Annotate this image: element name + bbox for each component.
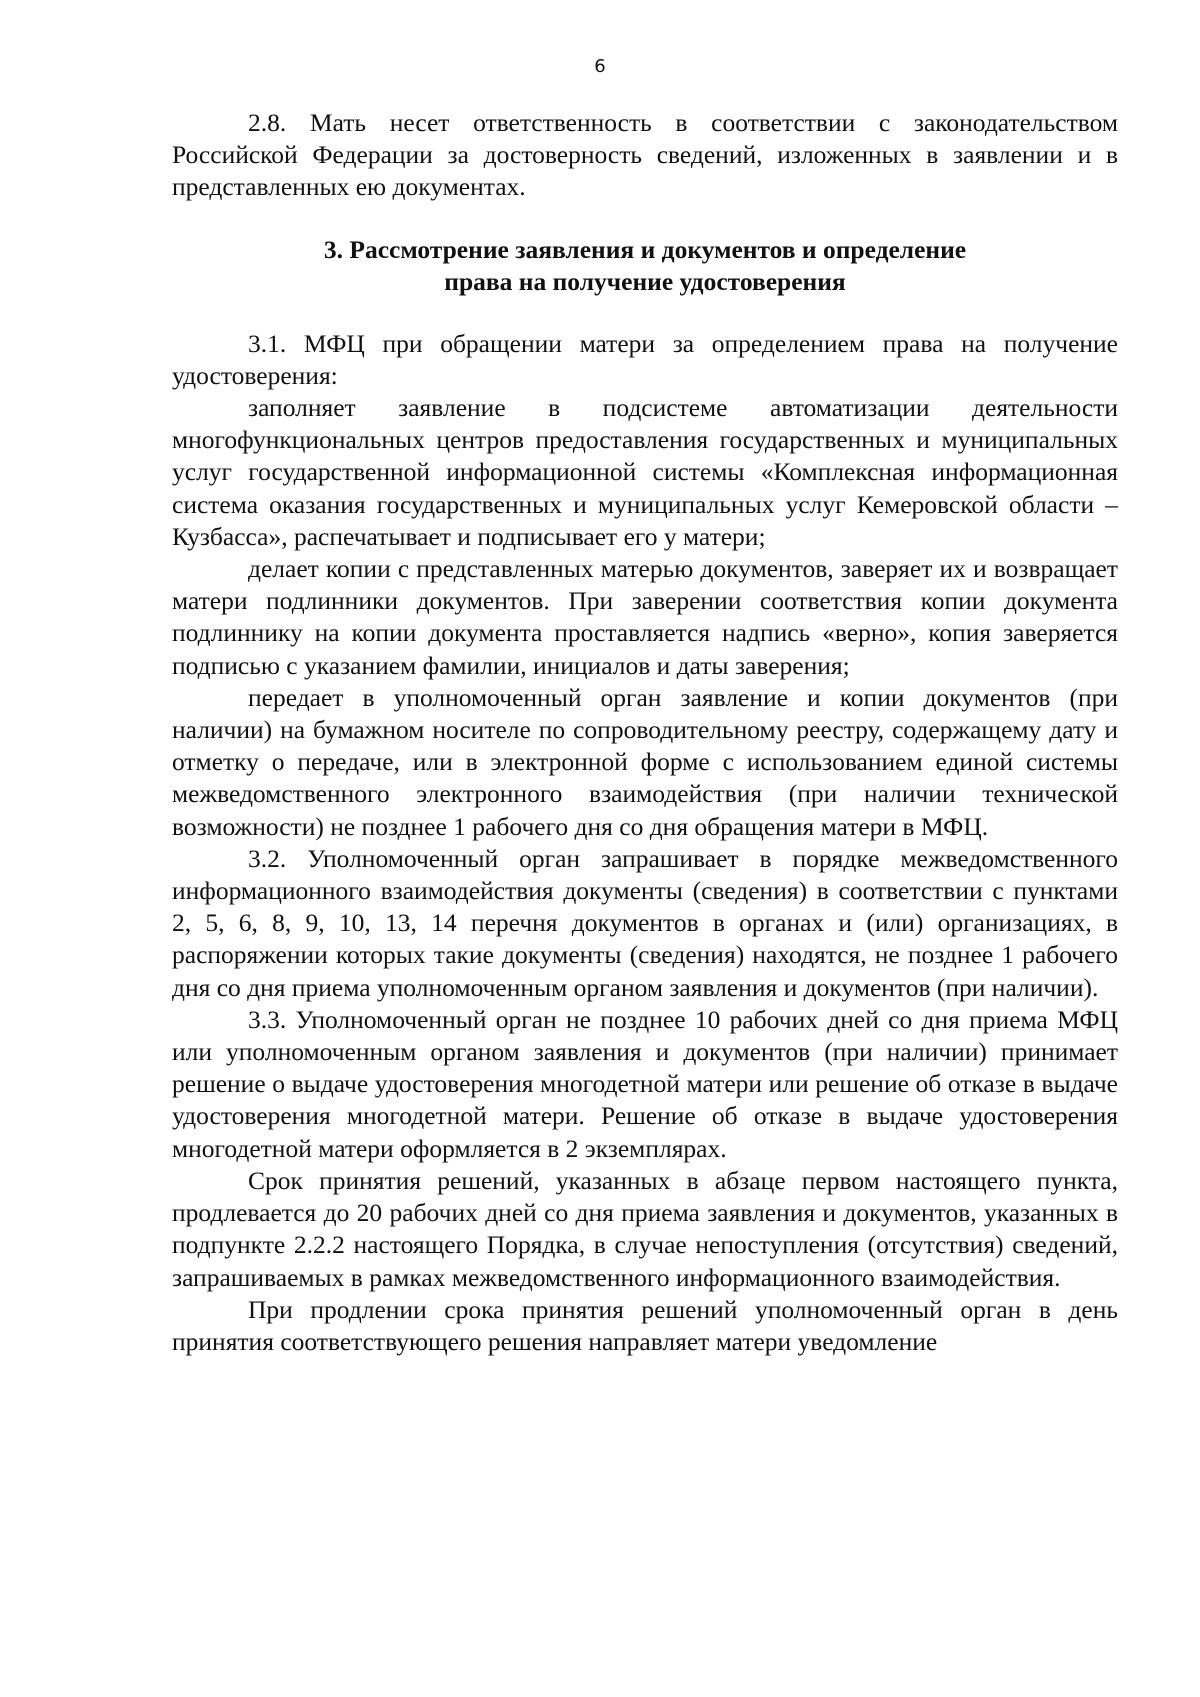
paragraph-3-3: 3.3. Уполномоченный орган не позднее 10 рабочих дней со дня приема МФЦ или уполномоченным органом заявления и документов (при наличии) принимает решение о выдаче удостоверения многодетной матери или решение об отказе в выдаче удостоверения многодетной матери. Решение об отказе в выдаче удостоверения многодетной матери оформляется в 2 экземплярах. [172, 1004, 1118, 1163]
paragraph-3-1-transfer: передает в уполномоченный орган заявление и копии документов (при наличии) на бумажном носителе по сопроводительному реестру, содержащему дату и отметку о передаче, или в электронной форме с использованием единой системы межведомственного электронного взаимодействия (при наличии технической возможности) не позднее 1 рабочего дня со дня обращения матери в МФЦ. [172, 682, 1118, 841]
paragraph-3-1: 3.1. МФЦ при обращении матери за определением права на получение удостоверения: [172, 328, 1118, 390]
section-heading-line-1: 3. Рассмотрение заявления и документов и определение [323, 234, 967, 264]
paragraph-3-1-fill-application: заполняет заявление в подсистеме автоматизации деятельности многофункциональных центров предоставления государственных и муниципальных услуг государственной информационной системы «Комплексная информационная система оказания государственных и муниципальных услуг Кемеровской области – Кузбасса», распечатывает и подписывает его у матери; [172, 393, 1118, 551]
section-heading [172, 234, 1118, 298]
section-heading-line-2: права на получение удостоверения [444, 266, 846, 296]
paragraph-3-1-make-copies: делает копии с представленных матерью документов, заверяет их и возвращает матери подлинники документов. При заверении соответствия копии документа подлиннику на копии документа проставляется надпись «верно», копия заверяется подписью с указанием фамилии, инициалов и даты заверения; [172, 554, 1118, 680]
paragraph-2-8: 2.8. Мать несет ответственность в соответствии с законодательством Российской Федерации за достоверность сведений, изложенных в заявлении и в представленных ею документах. [172, 108, 1118, 202]
page-number: 6 [594, 56, 606, 77]
paragraph-3-3-notification: При продлении срока принятия решений уполномоченный орган в день принятия соответствующего решения направляет матери уведомление [172, 1294, 1118, 1356]
paragraph-3-3-term-extension: Срок принятия решений, указанных в абзаце первом настоящего пункта, продлевается до 20 рабочих дней со дня приема заявления и документов, указанных в подпункте 2.2.2 настоящего Порядка, в случае непоступления (отсутствия) сведений, запрашиваемых в рамках межведомственного информационного взаимодействия. [172, 1165, 1118, 1292]
document-body [172, 107, 1118, 1358]
paragraph-3-2: 3.2. Уполномоченный орган запрашивает в порядке межведомственного информационного взаимодействия документы (сведения) в соответствии с пунктами 2, 5, 6, 8, 9, 10, 13, 14 перечня документов в органах и (или) организациях, в распоряжении которых такие документы (сведения) находятся, не позднее 1 рабочего дня со дня приема уполномоченным органом заявления и документов (при наличии). [172, 843, 1118, 1002]
